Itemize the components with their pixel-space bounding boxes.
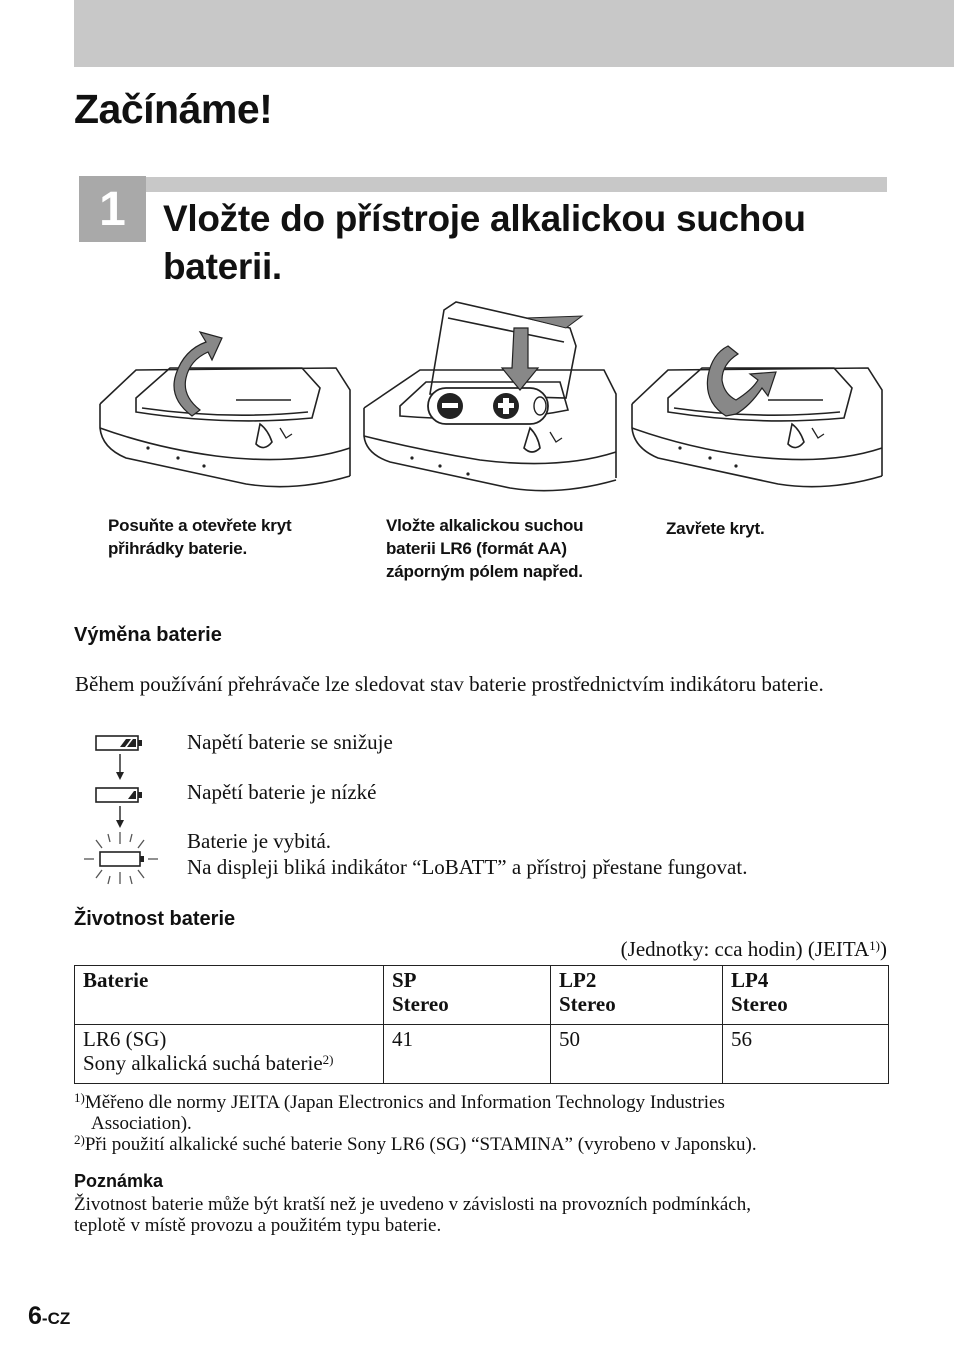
header-bar — [74, 0, 954, 67]
table-cell-lp2: 50 — [551, 1025, 723, 1084]
caption-line: baterii LR6 (formát AA) — [386, 539, 567, 558]
header-text: LP4 — [731, 968, 769, 992]
replacement-intro: Během používání přehrávače lze sledovat stav baterie prostřednictvím indikátoru baterie. — [75, 672, 824, 696]
header-text: Baterie — [83, 968, 149, 992]
caption-close-cover — [666, 517, 886, 540]
footnote-ref: 2) — [322, 1052, 334, 1067]
table-header-row — [75, 966, 889, 1025]
illustration-open-cover — [96, 298, 352, 508]
battery-indicator-sequence — [82, 728, 162, 888]
caption-open-cover — [108, 514, 348, 560]
page-title: Začínáme! — [74, 86, 273, 132]
illustration-insert-battery — [360, 298, 618, 512]
page-number — [28, 1302, 70, 1331]
step-title-line: baterii. — [163, 246, 282, 287]
units-note-text: ) — [880, 937, 887, 961]
step-number: 1 — [79, 176, 146, 242]
note-text: Životnost baterie může být kratší než je uvedeno v závislosti na provozních podmínkách, — [74, 1194, 751, 1215]
footnote-mark: 1) — [74, 1090, 85, 1105]
page-locale: -CZ — [41, 1309, 71, 1328]
table-header-cell — [723, 966, 889, 1025]
header-text: Stereo — [559, 992, 616, 1016]
footnote-2 — [74, 1134, 894, 1155]
table-cell-lp4: 56 — [723, 1025, 889, 1084]
cell-text-line — [83, 1051, 375, 1075]
header-text: LP2 — [559, 968, 597, 992]
footnote-text: Měřeno dle normy JEITA (Japan Electronics and Information Technology Industries — [84, 1092, 725, 1113]
battery-level-text: Baterie je vybitá. — [187, 829, 332, 853]
battery-level-text: Na displeji bliká indikátor “LoBATT” a přístroj přestane fungovat. — [187, 855, 748, 879]
table-row — [75, 1025, 889, 1084]
footnote-1 — [74, 1092, 894, 1134]
caption-line: Posuňte a otevřete kryt — [108, 516, 292, 535]
cell-text: LR6 (SG) — [83, 1027, 167, 1051]
table-header-cell — [384, 966, 551, 1025]
footnote-mark: 2) — [74, 1132, 85, 1147]
caption-line: záporným pólem napřed. — [386, 562, 583, 581]
illustration-close-cover — [628, 298, 884, 508]
battery-low-icon — [96, 788, 142, 802]
life-heading: Životnost baterie — [74, 908, 236, 930]
step-title-line: Vložte do přístroje alkalickou suchou — [163, 198, 806, 239]
replacement-heading: Výměna baterie — [74, 624, 222, 646]
caption-line: Zavřete kryt. — [666, 519, 765, 538]
page-number-digit: 6 — [28, 1302, 42, 1330]
table-header-cell — [551, 966, 723, 1025]
battery-level-text: Napětí baterie se snižuje — [187, 730, 393, 754]
step-title — [163, 195, 883, 291]
header-text: Stereo — [392, 992, 449, 1016]
battery-life-table — [74, 965, 889, 1084]
units-note — [621, 937, 887, 962]
note-body — [74, 1194, 894, 1236]
table-cell-sp: 41 — [384, 1025, 551, 1084]
note-text: teplotě v místě provozu a použitém typu baterie. — [74, 1215, 442, 1236]
battery-level-text: Napětí baterie je nízké — [187, 780, 377, 804]
caption-line: Vložte alkalickou suchou — [386, 516, 584, 535]
cell-text: Sony alkalická suchá baterie — [83, 1051, 323, 1075]
note-heading: Poznámka — [74, 1171, 164, 1191]
units-note-text: (Jednotky: cca hodin) (JEITA — [620, 937, 870, 961]
step-strip — [146, 177, 887, 192]
header-text: Stereo — [731, 992, 788, 1016]
footnote-text: Association). — [91, 1113, 192, 1134]
header-text: SP — [392, 968, 417, 992]
table-header-cell — [75, 966, 384, 1025]
table-cell-battery — [75, 1025, 384, 1084]
footnote-ref: 1) — [869, 938, 880, 953]
battery-half-icon — [96, 736, 142, 750]
battery-empty-blinking-icon — [84, 832, 158, 884]
caption-line: přihrádky baterie. — [108, 539, 248, 558]
caption-insert-battery — [386, 514, 626, 583]
footnote-text: Při použití alkalické suché baterie Sony LR6 (SG) “STAMINA” (vyrobeno v Japonsku). — [84, 1134, 757, 1155]
